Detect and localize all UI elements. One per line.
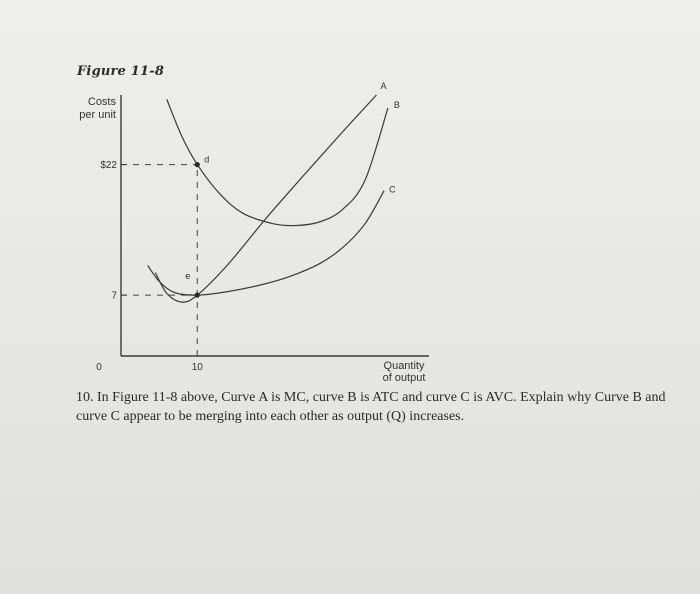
curve-label-c: C <box>389 184 396 195</box>
curve-label-a: A <box>380 81 387 91</box>
y-axis-label-line-2: per unit <box>79 109 116 121</box>
curve-label-b: B <box>393 100 400 111</box>
x-axis-label <box>372 360 436 384</box>
y-axis-label-line-1: Costs <box>87 96 116 108</box>
x-axis-label-line-1: Quantity <box>383 360 425 372</box>
curves <box>148 81 400 302</box>
point-e <box>195 293 200 298</box>
point-d <box>195 162 200 167</box>
x-tick-label-10: 10 <box>191 362 203 373</box>
point-label-e: e <box>185 271 191 282</box>
y-tick-label-22: $22 <box>100 160 117 172</box>
figure-title: Figure 11-8 <box>77 64 165 79</box>
dashed-guides <box>121 165 197 356</box>
question-text: 10. In Figure 11-8 above, Curve A is MC, curve B is ATC and curve C is AVC. Explain why Curve B and curve C appear to be merging into each other as output (Q) increases. <box>76 390 666 424</box>
point-label-d: d <box>204 154 210 165</box>
ticks <box>96 160 203 373</box>
curve-c <box>148 191 384 295</box>
x-tick-label-0: 0 <box>96 362 102 373</box>
x-axis-label-line-2: of output <box>382 372 426 384</box>
axes <box>121 95 429 356</box>
y-tick-label-7: 7 <box>111 290 117 302</box>
